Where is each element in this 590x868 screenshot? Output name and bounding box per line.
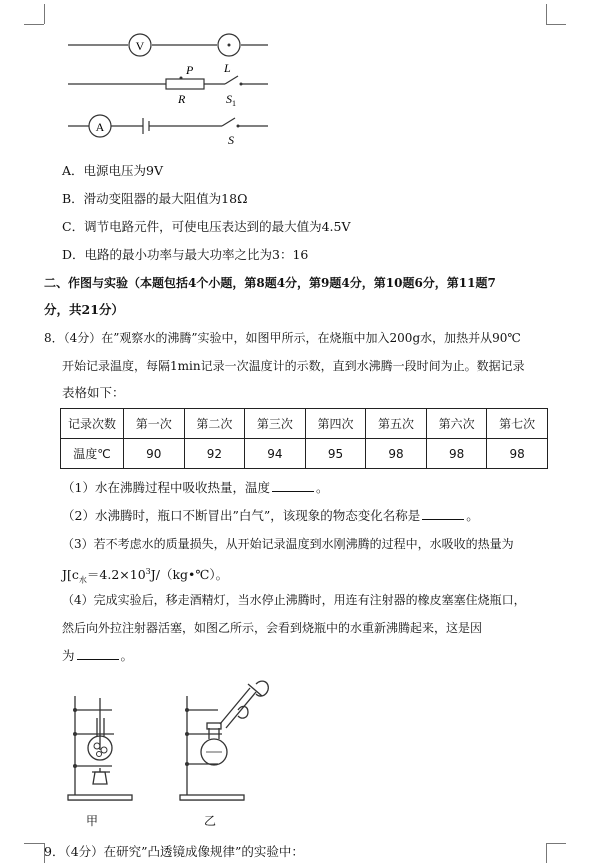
crop-mark — [546, 843, 566, 844]
q8-sub-4-cont: 然后向外拉注射器活塞，如图乙所示，会看到烧瓶中的水重新沸腾起来，这是因 — [62, 621, 483, 635]
figure-caption-a: 甲 — [86, 814, 99, 828]
apparatus-figure-a — [62, 688, 142, 806]
option-c: C．调节电路元件，可使电压表达到的最大值为4.5V — [62, 219, 351, 234]
crop-mark — [24, 843, 44, 844]
option-b: B．滑动变阻器的最大阻值为18Ω — [62, 191, 248, 206]
table-header: 第六次 — [426, 409, 487, 439]
table-header: 第五次 — [366, 409, 427, 439]
q8-intro-2: 开始记录温度，每隔1min记录一次温度计的示数，直到水沸腾一段时间为止。数据记录 — [62, 359, 525, 373]
table-cell: 94 — [245, 439, 306, 469]
switch-s-label: S — [228, 133, 234, 147]
circuit-diagram — [60, 28, 280, 153]
resistor-label: R — [178, 92, 186, 106]
table-header: 第七次 — [487, 409, 548, 439]
slider-label: P — [186, 63, 194, 77]
voltmeter-label: V — [135, 39, 145, 53]
ammeter-label: A — [95, 120, 105, 134]
section-heading-cont: 分，共21分） — [44, 302, 124, 317]
answer-blank — [272, 480, 314, 492]
q8-sub-4: （4）完成实验后，移走酒精灯，当水停止沸腾时，用连有注射器的橡皮塞塞住烧瓶口， — [62, 593, 526, 607]
table-header: 第四次 — [305, 409, 366, 439]
q9-intro: 9．（4分）在研究”凸透镜成像规律”的实验中： — [44, 844, 304, 859]
table-header: 第三次 — [245, 409, 306, 439]
crop-mark — [546, 24, 566, 25]
q8-intro-1: 8．（4分）在”观察水的沸腾”实验中，如图甲所示，在烧瓶中加入200g水，加热并从90℃ — [44, 331, 521, 345]
table-row — [61, 409, 548, 439]
q8-sub-2: （2）水沸腾时，瓶口不断冒出”白气”，该现象的物态变化名称是 。 — [62, 508, 479, 523]
table-cell: 90 — [124, 439, 185, 469]
option-d: D．电路的最小功率与最大功率之比为3：16 — [62, 247, 309, 262]
q8-sub-1: （1）水在沸腾过程中吸收热量，温度 。 — [62, 480, 329, 495]
switch-s1-label: $S_1$ — [226, 92, 236, 108]
table-cell: 98 — [366, 439, 427, 469]
table-cell: 98 — [487, 439, 548, 469]
crop-mark — [546, 4, 547, 24]
table-cell: 92 — [184, 439, 245, 469]
answer-blank — [422, 508, 464, 520]
q8-intro-3: 表格如下： — [62, 385, 125, 400]
q8-sub-4-end: 为 。 — [62, 648, 134, 663]
table-cell: 95 — [305, 439, 366, 469]
lamp-label: L — [224, 61, 231, 75]
q8-sub-3-cont: $J[c_水=4.2\times 10^3J/(kg•℃)$。 — [62, 567, 229, 585]
data-table — [60, 408, 548, 469]
figure-caption-b: 乙 — [204, 814, 217, 828]
apparatus-figure-b — [178, 676, 278, 806]
section-heading: 二、作图与实验（本题包括4个小题，第8题4分，第9题4分，第10题6分，第11题7 — [44, 276, 496, 290]
q8-sub-3: （3）若不考虑水的质量损失，从开始记录温度到水刚沸腾的过程中，水吸收的热量为 — [62, 537, 514, 551]
option-a: A．电源电压为9V — [62, 163, 164, 178]
table-header: 第一次 — [124, 409, 185, 439]
table-header: 第二次 — [184, 409, 245, 439]
table-cell: 98 — [426, 439, 487, 469]
table-row-label: 温度℃ — [61, 439, 124, 469]
crop-mark — [24, 24, 44, 25]
answer-blank — [77, 648, 119, 660]
crop-mark — [546, 843, 547, 863]
table-row-label: 记录次数 — [61, 409, 124, 439]
crop-mark — [44, 4, 45, 24]
table-row — [61, 439, 548, 469]
